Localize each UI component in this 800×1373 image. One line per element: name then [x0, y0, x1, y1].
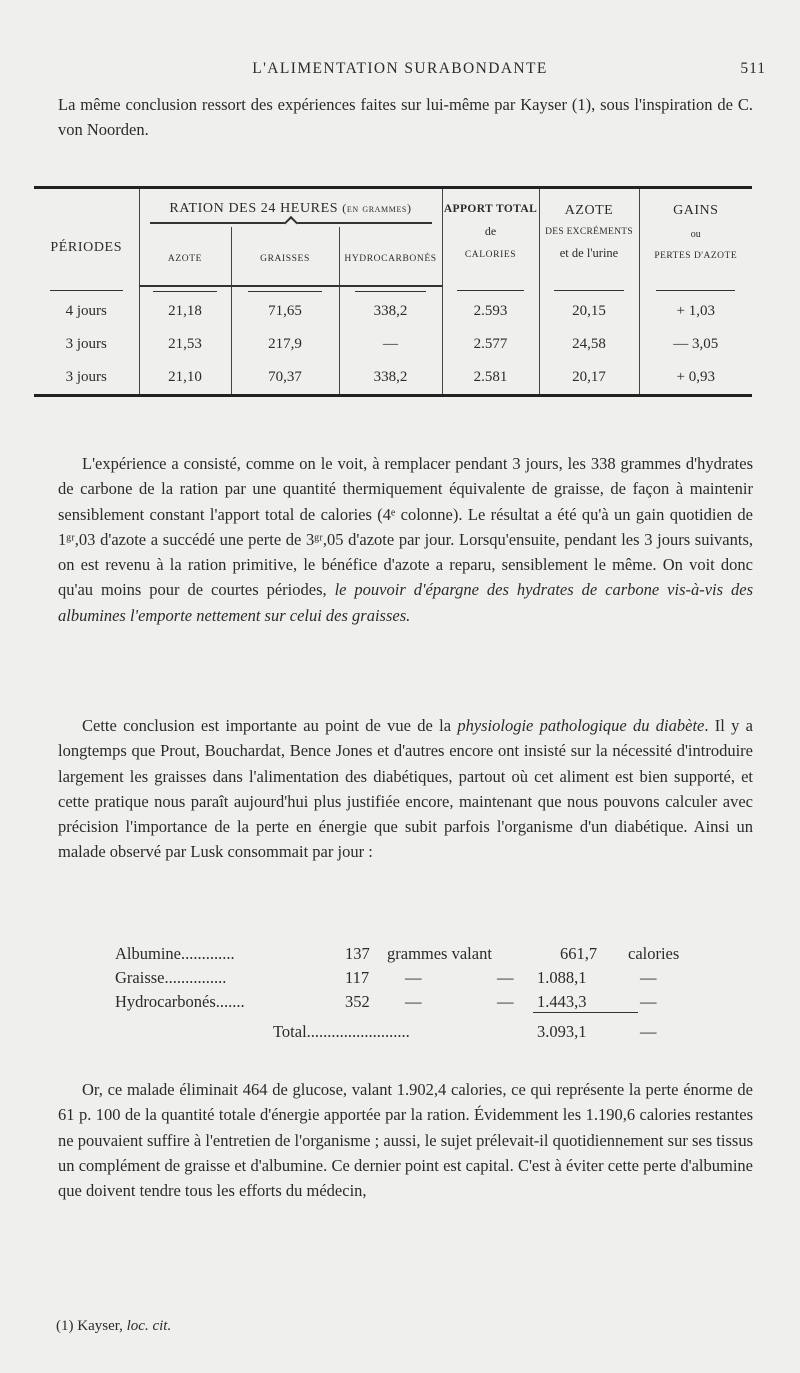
- header-azote-excr-line3: et de l'urine: [559, 246, 619, 260]
- cell-hydro: 338,2: [339, 295, 442, 328]
- calc-dash: —: [497, 992, 514, 1011]
- paragraph-intro: [58, 92, 753, 143]
- cell-gains: + 1,03: [639, 295, 752, 328]
- cell-hydro: 338,2: [339, 361, 442, 396]
- cell-periode: 4 jours: [34, 295, 139, 328]
- calc-total-label: Total.........................: [273, 1022, 410, 1041]
- rule-mark: [656, 290, 735, 291]
- header-gains-line1: GAINS: [673, 203, 719, 218]
- table-row: [34, 328, 752, 361]
- calc-tail: —: [640, 968, 657, 987]
- cell-azote: 21,53: [139, 328, 231, 361]
- header-gains-line3: PERTES D'AZOTE: [654, 251, 738, 261]
- paragraph-conclusion-italic: physiologie pathologique du diabète: [457, 716, 705, 735]
- header-gains: [639, 188, 752, 287]
- header-azote-excr-line1: AZOTE: [564, 203, 614, 218]
- brace-mark: [150, 219, 432, 227]
- rule-mark: [248, 291, 323, 292]
- calc-value: 1.443,3: [537, 992, 587, 1011]
- running-head: [0, 60, 800, 84]
- cell-azote-excr: 20,15: [539, 295, 639, 328]
- cell-azote: 21,18: [139, 295, 231, 328]
- cell-calories: 2.577: [442, 328, 539, 361]
- calc-value: 661,7: [560, 944, 598, 963]
- calc-value: 1.088,1: [537, 968, 587, 987]
- paragraph-glucose: [58, 1077, 753, 1203]
- footnote: [56, 1318, 171, 1335]
- calc-unit: —: [405, 992, 422, 1011]
- paragraph-glucose-text: Or, ce malade éliminait 464 de glucose, valant 1.902,4 calories, ce qui représente la perte énorme de 61 p. 100 de la quantité totale d'énergie apportée par la ration. Évidemment les 1.190,6 calories restantes ne pouvaient suffire à l'entretien de l'organisme ; aussi, le sujet prélevait-il quotidiennement sur ses tissus un complément de graisse et d'albumine. Ce dernier point est capital. C'est à éviter cette perte d'albumine que doivent tendre tous les efforts du médecin,: [58, 1080, 753, 1201]
- header-apport-line3: CALORIES: [464, 250, 517, 260]
- calc-total-value: 3.093,1: [537, 1022, 587, 1041]
- page-number: 511: [740, 60, 766, 77]
- header-ration: [139, 188, 442, 228]
- calc-unit: —: [405, 968, 422, 987]
- paragraph-experience-text: L'expérience a consisté, comme on le voit, à remplacer pendant 3 jours, les 338 grammes d'hydrates de carbone de la ration par une quantité thermiquement équivalente de graisse, de façon à maintenir sensiblement constant l'apport total de calories (4ᵉ colonne). Le résultat a été qu'à un gain quotidien de 1ᵍʳ,03 d'azote a succédé une perte de 3ᵍʳ,05 d'azote par jour. Lorsqu'ensuite, pendant les 3 jours suivants, on est revenu à la ration primitive, le bénéfice d'azote a reparu, sensiblement le même. On voit donc qu'au moins pour de courtes périodes,: [58, 454, 753, 600]
- header-azote: AZOTE: [139, 227, 231, 286]
- cell-azote-excr: 24,58: [539, 328, 639, 361]
- cell-graisses: 71,65: [231, 295, 339, 328]
- paragraph-conclusion: [58, 713, 753, 865]
- footnote-italic: loc. cit.: [126, 1318, 172, 1334]
- cell-hydro: —: [339, 328, 442, 361]
- cell-azote-excr: 20,17: [539, 361, 639, 396]
- cell-gains: + 0,93: [639, 361, 752, 396]
- paragraph-intro-text: La même conclusion ressort des expériences faites sur lui-même par Kayser (1), sous l'inspiration de C. von Noorden.: [58, 95, 753, 140]
- table-row: [34, 295, 752, 328]
- cell-calories: 2.593: [442, 295, 539, 328]
- results-table: [34, 186, 754, 426]
- header-apport-line2: de: [484, 224, 497, 238]
- calc-total-row: [115, 1022, 755, 1046]
- paragraph-experience-italic: le pouvoir d'épargne des hydrates de carbone vis-à-vis des albumines l'emporte nettement sur celui des graisses.: [58, 580, 753, 625]
- calc-total-tail: —: [640, 1022, 657, 1041]
- calc-dash: —: [497, 968, 514, 987]
- header-apport: [442, 188, 539, 287]
- paragraph-experience: [58, 451, 753, 628]
- header-apport-line1: APPORT TOTAL: [443, 203, 538, 215]
- calc-qty: 137: [345, 944, 370, 963]
- cell-gains: — 3,05: [639, 328, 752, 361]
- header-azote-excr: [539, 188, 639, 287]
- calc-label: Albumine.............: [115, 944, 235, 963]
- running-title: L'ALIMENTATION SURABONDANTE: [252, 60, 548, 77]
- header-graisses: GRAISSES: [231, 227, 339, 286]
- calc-qty: 117: [345, 968, 370, 987]
- rule-mark: [457, 290, 524, 291]
- header-ration-text: RATION DES 24 HEURES: [169, 201, 339, 216]
- cell-periode: 3 jours: [34, 328, 139, 361]
- header-azote-excr-line2: DES EXCRÉMENTS: [545, 227, 633, 237]
- calc-unit: grammes valant: [387, 944, 492, 963]
- paragraph-conclusion-b: . Il y a longtemps que Prout, Bouchardat, Bence Jones et d'autres encore ont insisté sur la nécessité d'introduire largement les graisses dans l'alimentation des diabétiques, partout où cet aliment est bien supporté, et cette pratique nous paraît aujourd'hui plus justifiée encore, maintenant que nous pouvons calculer avec précision l'importance de la perte en énergie que subit parfois l'organisme d'un diabétique. Ainsi un malade observé par Lusk consommait par jour :: [58, 716, 753, 862]
- calc-tail: —: [640, 992, 657, 1011]
- cell-graisses: 217,9: [231, 328, 339, 361]
- header-periodes-text: PÉRIODES: [50, 239, 123, 255]
- table-row: [34, 361, 752, 396]
- rule-mark: [554, 290, 623, 291]
- cell-graisses: 70,37: [231, 361, 339, 396]
- calc-row: [115, 944, 755, 968]
- total-rule: [533, 1012, 638, 1013]
- rule-mark: [50, 290, 123, 291]
- footnote-text: (1) Kayser,: [56, 1318, 127, 1334]
- cell-calories: 2.581: [442, 361, 539, 396]
- cell-azote: 21,10: [139, 361, 231, 396]
- header-hydrocarbones: HYDROCARBONÉS: [339, 227, 442, 286]
- calc-row: [115, 968, 755, 992]
- calorie-calculation: [115, 944, 755, 1046]
- calc-label: Hydrocarbonés.......: [115, 992, 245, 1011]
- header-ration-unit: (en grammes): [342, 201, 412, 215]
- rule-mark: [355, 291, 426, 292]
- calc-label: Graisse...............: [115, 968, 227, 987]
- calc-tail: calories: [628, 944, 680, 963]
- header-periodes: [34, 188, 139, 287]
- calc-qty: 352: [345, 992, 370, 1011]
- cell-periode: 3 jours: [34, 361, 139, 396]
- paragraph-conclusion-a: Cette conclusion est importante au point de vue de la: [82, 716, 458, 735]
- calc-row: [115, 992, 755, 1016]
- header-gains-line2: ou: [690, 229, 701, 240]
- rule-mark: [153, 291, 217, 292]
